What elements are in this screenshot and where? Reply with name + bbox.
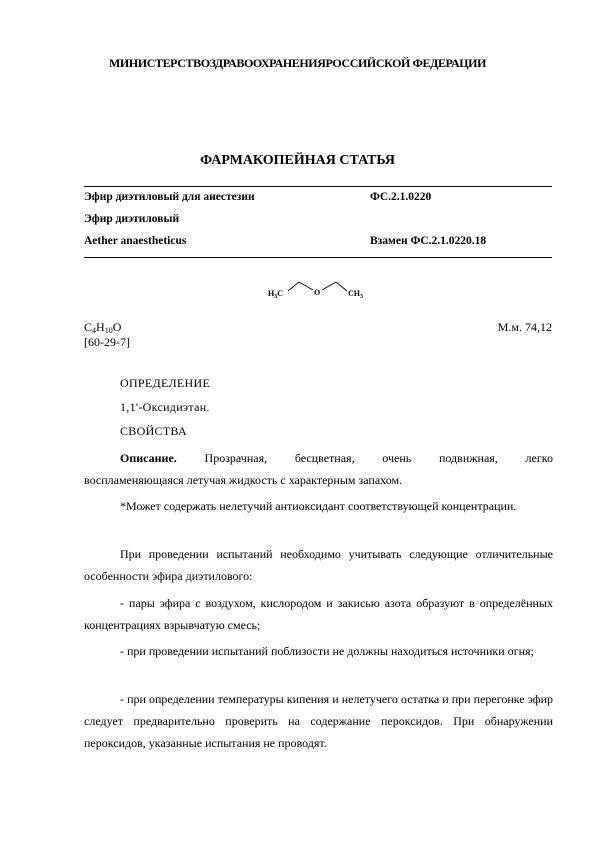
testing-intro-paragraph: При проведении испытаний необходимо учитывать следующие отличительные особенности эфира диэтилового: bbox=[84, 547, 553, 583]
description-line-2: воспламеняющаяся летучая жидкость с характерным запахом. bbox=[84, 473, 403, 487]
description-line-1: Описание. Прозрачная, бесцветная, очень подвижная, легко bbox=[120, 451, 553, 465]
description-label: Описание. bbox=[120, 451, 177, 465]
cas-number: [60-29-7] bbox=[84, 335, 130, 349]
list-item: - пары эфира с воздухом, кислородом и закисью азота образуют в определённых концентрациях взрывчатую смесь; bbox=[84, 596, 553, 632]
molecular-formula: $C_4H_{10}O$ bbox=[84, 320, 122, 335]
top-rule bbox=[84, 186, 552, 187]
molecular-weight: М.м. 74,12 bbox=[497, 320, 552, 334]
definition-heading: ОПРЕДЕЛЕНИЕ bbox=[120, 376, 211, 390]
structural-formula bbox=[262, 276, 374, 302]
properties-heading: СВОЙСТВА bbox=[120, 424, 187, 438]
bond-2 bbox=[299, 282, 313, 290]
right-methyl-label: $CH_3$ bbox=[348, 289, 363, 300]
oxygen-atom-label: O bbox=[314, 288, 321, 297]
article-type-title: ФАРМАКОПЕЙНАЯ СТАТЬЯ bbox=[200, 153, 395, 168]
monograph-name-short: Эфир диэтиловый bbox=[84, 213, 180, 225]
monograph-code: ФС.2.1.0220 bbox=[370, 191, 432, 203]
formula-block bbox=[84, 320, 130, 350]
list-item: - при определении температуры кипения и нелетучего остатка и при перегонке эфир следует предварительно проверить на содержание пероксидов. При обнаружении пероксидов, указанные испытания не проводят. bbox=[84, 692, 553, 750]
bond-4 bbox=[336, 282, 347, 291]
list-item: - при проведении испытаний поблизости не должны находиться источники огня; bbox=[120, 644, 534, 658]
left-methyl-label: $H_3C$ bbox=[268, 289, 284, 300]
bottom-rule bbox=[84, 257, 552, 258]
ministry-heading: МИНИСТЕРСТВОЗДРАВООХРАНЕНИЯРОССИЙСКОЙ ФЕДЕРАЦИИ bbox=[108, 56, 487, 70]
definition-text: 1,1'-Оксидиэтан. bbox=[120, 400, 210, 414]
note-paragraph: *Может содержать нелетучий антиоксидант соответствующей концентрации. bbox=[120, 499, 517, 513]
monograph-name-full: Эфир диэтиловый для анестезии bbox=[84, 191, 255, 203]
monograph-replaces: Взамен ФС.2.1.0220.18 bbox=[370, 235, 487, 247]
monograph-name-latin: Aether anaestheticus bbox=[84, 235, 187, 247]
description-paragraph bbox=[84, 447, 553, 491]
bond-3 bbox=[322, 282, 336, 290]
bond-1 bbox=[288, 282, 299, 291]
